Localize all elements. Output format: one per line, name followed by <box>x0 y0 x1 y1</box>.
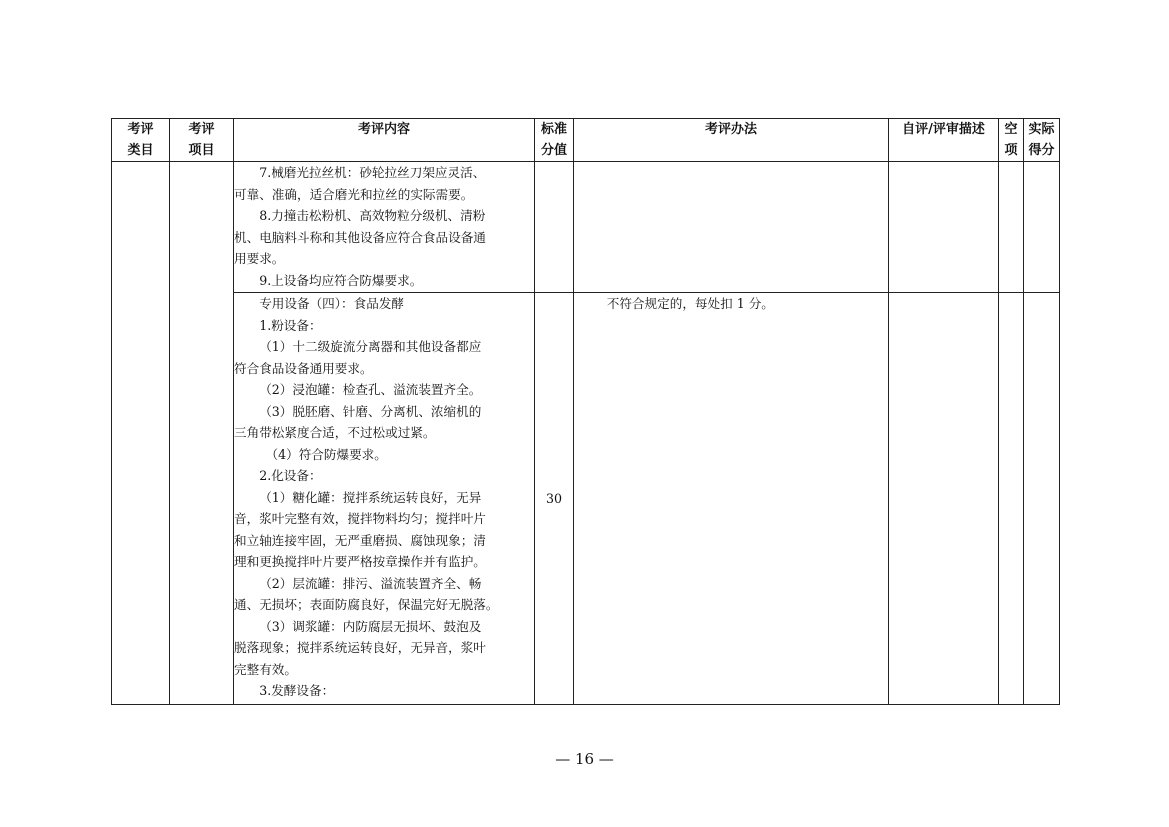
content-line: （3）脱胚磨、针磨、分离机、浓缩机的 <box>259 403 482 419</box>
cell-blank <box>999 162 1024 293</box>
content-line: 可靠、准确，适合磨光和拉丝的实际需要。 <box>234 186 474 202</box>
content-line: （1）十二级旋流分离器和其他设备都应 <box>259 339 482 354</box>
cell-actual <box>1024 293 1060 705</box>
content-line: 脱落现象；搅拌系统运转良好，无异音，浆叶 <box>234 640 486 655</box>
content-line: （2）层流罐：排污、溢流装置齐全、畅 <box>259 575 482 591</box>
content-line: 专用设备（四）：食品发酵 <box>259 296 405 311</box>
cell-method: 不符合规定的，每处扣 1 分。 <box>574 293 889 705</box>
cell-content <box>234 293 535 705</box>
cell-self-eval <box>889 162 999 293</box>
cell-self-eval <box>889 293 999 705</box>
header-row <box>112 119 1060 162</box>
cell-score <box>535 162 574 293</box>
content-line: 1.粉设备： <box>259 317 322 333</box>
content-line: （2）浸泡罐：检查孔、溢流装置齐全。 <box>259 382 482 397</box>
content-line: 用要求。 <box>234 251 285 266</box>
content-line: 8.力撞击松粉机、高效物粒分级机、清粉 <box>259 208 486 223</box>
cell-blank <box>999 293 1024 705</box>
page-number: — 16 — <box>555 750 614 768</box>
assessment-table <box>111 118 1060 705</box>
header-self-eval: 自评/评审描述 <box>889 119 999 162</box>
cell-item <box>170 162 234 705</box>
content-line: （1）糖化罐：搅拌系统运转良好，无异 <box>259 489 482 505</box>
content-line: 理和更换搅拌叶片要严格按章操作并有监护。 <box>234 554 486 569</box>
content-line: 完整有效。 <box>234 661 297 677</box>
table-row <box>112 162 1060 293</box>
content-line: 和立轴连接牢固，无严重磨损、腐蚀现象；清 <box>234 532 486 548</box>
header-method: 考评办法 <box>574 119 889 162</box>
cell-method <box>574 162 889 293</box>
content-line: 2.化设备： <box>259 468 322 483</box>
header-item: 考评 项目 <box>170 119 234 162</box>
header-blank: 空 项 <box>999 119 1024 162</box>
content-line: 音，浆叶完整有效，搅拌物料均匀；搅拌叶片 <box>234 511 486 526</box>
content-line: 符合食品设备通用要求。 <box>234 360 373 376</box>
header-actual: 实际 得分 <box>1024 119 1060 162</box>
content-line: 3.发酵设备： <box>259 683 335 698</box>
content-line: 通、无损坏；表面防腐良好，保温完好无脱落。 <box>234 597 499 612</box>
cell-score: 30 <box>535 293 574 705</box>
content-line: 机、电脑料斗称和其他设备应符合食品设备通 <box>234 229 486 245</box>
header-category: 考评 类目 <box>112 119 170 162</box>
header-content: 考评内容 <box>234 119 535 162</box>
content-line: 三角带松紧度合适，不过松或过紧。 <box>234 425 436 440</box>
content-line: 7.械磨光拉丝机：砂轮拉丝刀架应灵活、 <box>259 165 486 180</box>
content-line: 9.上设备均应符合防爆要求。 <box>259 272 423 288</box>
table-row <box>112 293 1060 705</box>
cell-category <box>112 162 170 705</box>
header-score: 标准 分值 <box>535 119 574 162</box>
content-line: （4）符合防爆要求。 <box>265 446 387 462</box>
cell-actual <box>1024 162 1060 293</box>
content-line: （3）调浆罐：内防腐层无损坏、鼓泡及 <box>259 618 482 634</box>
cell-content <box>234 162 535 293</box>
